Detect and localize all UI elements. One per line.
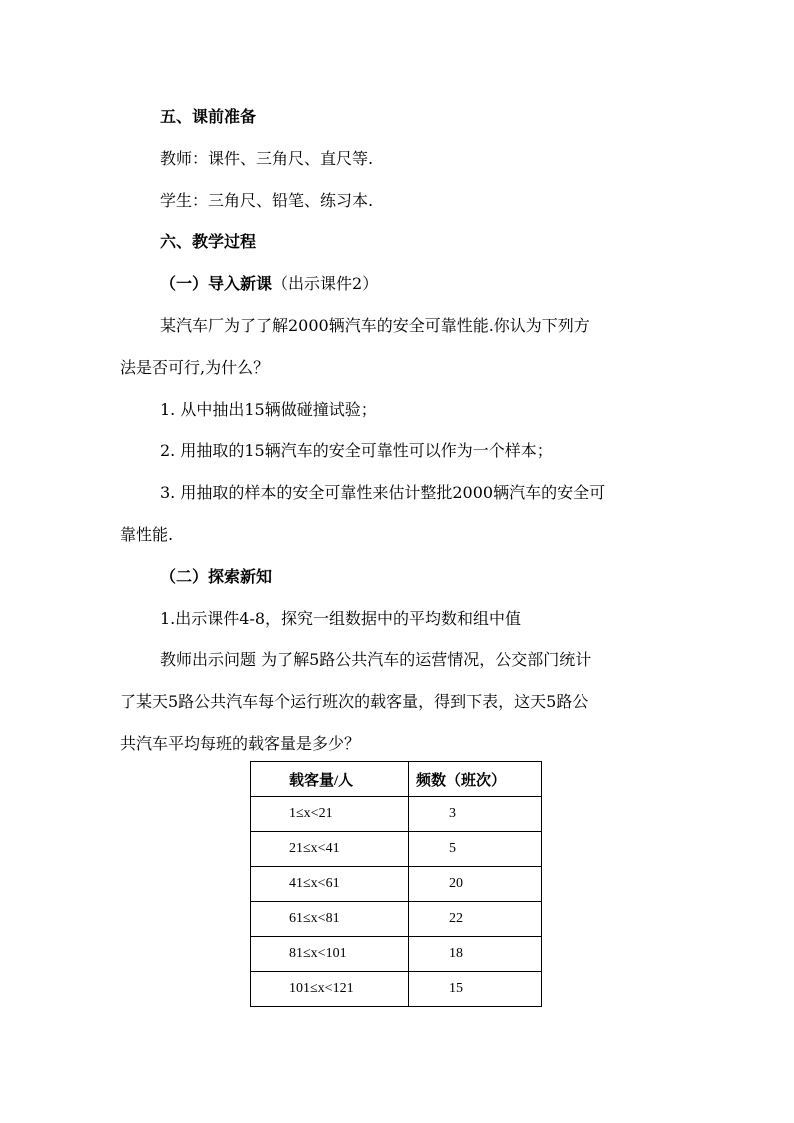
table-cell-range: 101≤x<121 bbox=[251, 972, 409, 1007]
section-heading-prep: 五、课前准备 bbox=[160, 107, 257, 126]
table-cell-frequency: 22 bbox=[409, 902, 542, 937]
table-cell-range: 1≤x<21 bbox=[251, 797, 409, 832]
problem-line-1: 教师出示问题 为了解5路公共汽车的运营情况，公交部门统计 bbox=[160, 650, 592, 669]
table-row bbox=[251, 902, 542, 937]
list-item-3-line1: 3. 用抽取的样本的安全可靠性来估计整批2000辆汽车的安全可 bbox=[160, 483, 606, 502]
problem-line-3: 共汽车平均每班的载客量是多少？ bbox=[120, 734, 361, 753]
intro-heading: （一）导入新课 bbox=[160, 274, 273, 293]
table-row bbox=[251, 937, 542, 972]
section-heading-explore: （二）探索新知 bbox=[160, 567, 273, 586]
table-cell-frequency: 15 bbox=[409, 972, 542, 1007]
table-cell-frequency: 3 bbox=[409, 797, 542, 832]
table-cell-frequency: 18 bbox=[409, 937, 542, 972]
table-cell-range: 41≤x<61 bbox=[251, 867, 409, 902]
table-row bbox=[251, 797, 542, 832]
table-cell-range: 81≤x<101 bbox=[251, 937, 409, 972]
explore-item-1: 1.出示课件4-8，探究一组数据中的平均数和组中值 bbox=[160, 609, 522, 628]
student-prep-text: 学生：三角尺、铅笔、练习本. bbox=[160, 191, 374, 210]
table-cell-frequency: 20 bbox=[409, 867, 542, 902]
intro-note: （出示课件2） bbox=[272, 274, 379, 293]
list-item-2: 2. 用抽取的15辆汽车的安全可靠性可以作为一个样本； bbox=[160, 441, 553, 460]
problem-line-2: 了某天5路公共汽车每个运行班次的载客量，得到下表，这天5路公 bbox=[120, 692, 589, 711]
intro-paragraph-line1: 某汽车厂为了了解2000辆汽车的安全可靠性能.你认为下列方 bbox=[160, 316, 590, 335]
table-row bbox=[251, 972, 542, 1007]
table-header-row bbox=[251, 762, 542, 797]
list-item-1: 1. 从中抽出15辆做碰撞试验； bbox=[160, 400, 377, 419]
header-passenger-count: 载客量/人 bbox=[251, 762, 409, 797]
frequency-table bbox=[250, 761, 542, 1007]
table-row bbox=[251, 867, 542, 902]
table-cell-frequency: 5 bbox=[409, 832, 542, 867]
table-row bbox=[251, 832, 542, 867]
table-cell-range: 21≤x<41 bbox=[251, 832, 409, 867]
section-heading-process: 六、教学过程 bbox=[160, 232, 257, 251]
teacher-prep-text: 教师：课件、三角尺、直尺等. bbox=[160, 149, 374, 168]
intro-paragraph-line2: 法是否可行,为什么？ bbox=[120, 358, 270, 377]
intro-heading-line bbox=[160, 274, 378, 294]
table-cell-range: 61≤x<81 bbox=[251, 902, 409, 937]
header-frequency: 频数（班次） bbox=[409, 762, 542, 797]
list-item-3-line2: 靠性能. bbox=[120, 525, 174, 544]
